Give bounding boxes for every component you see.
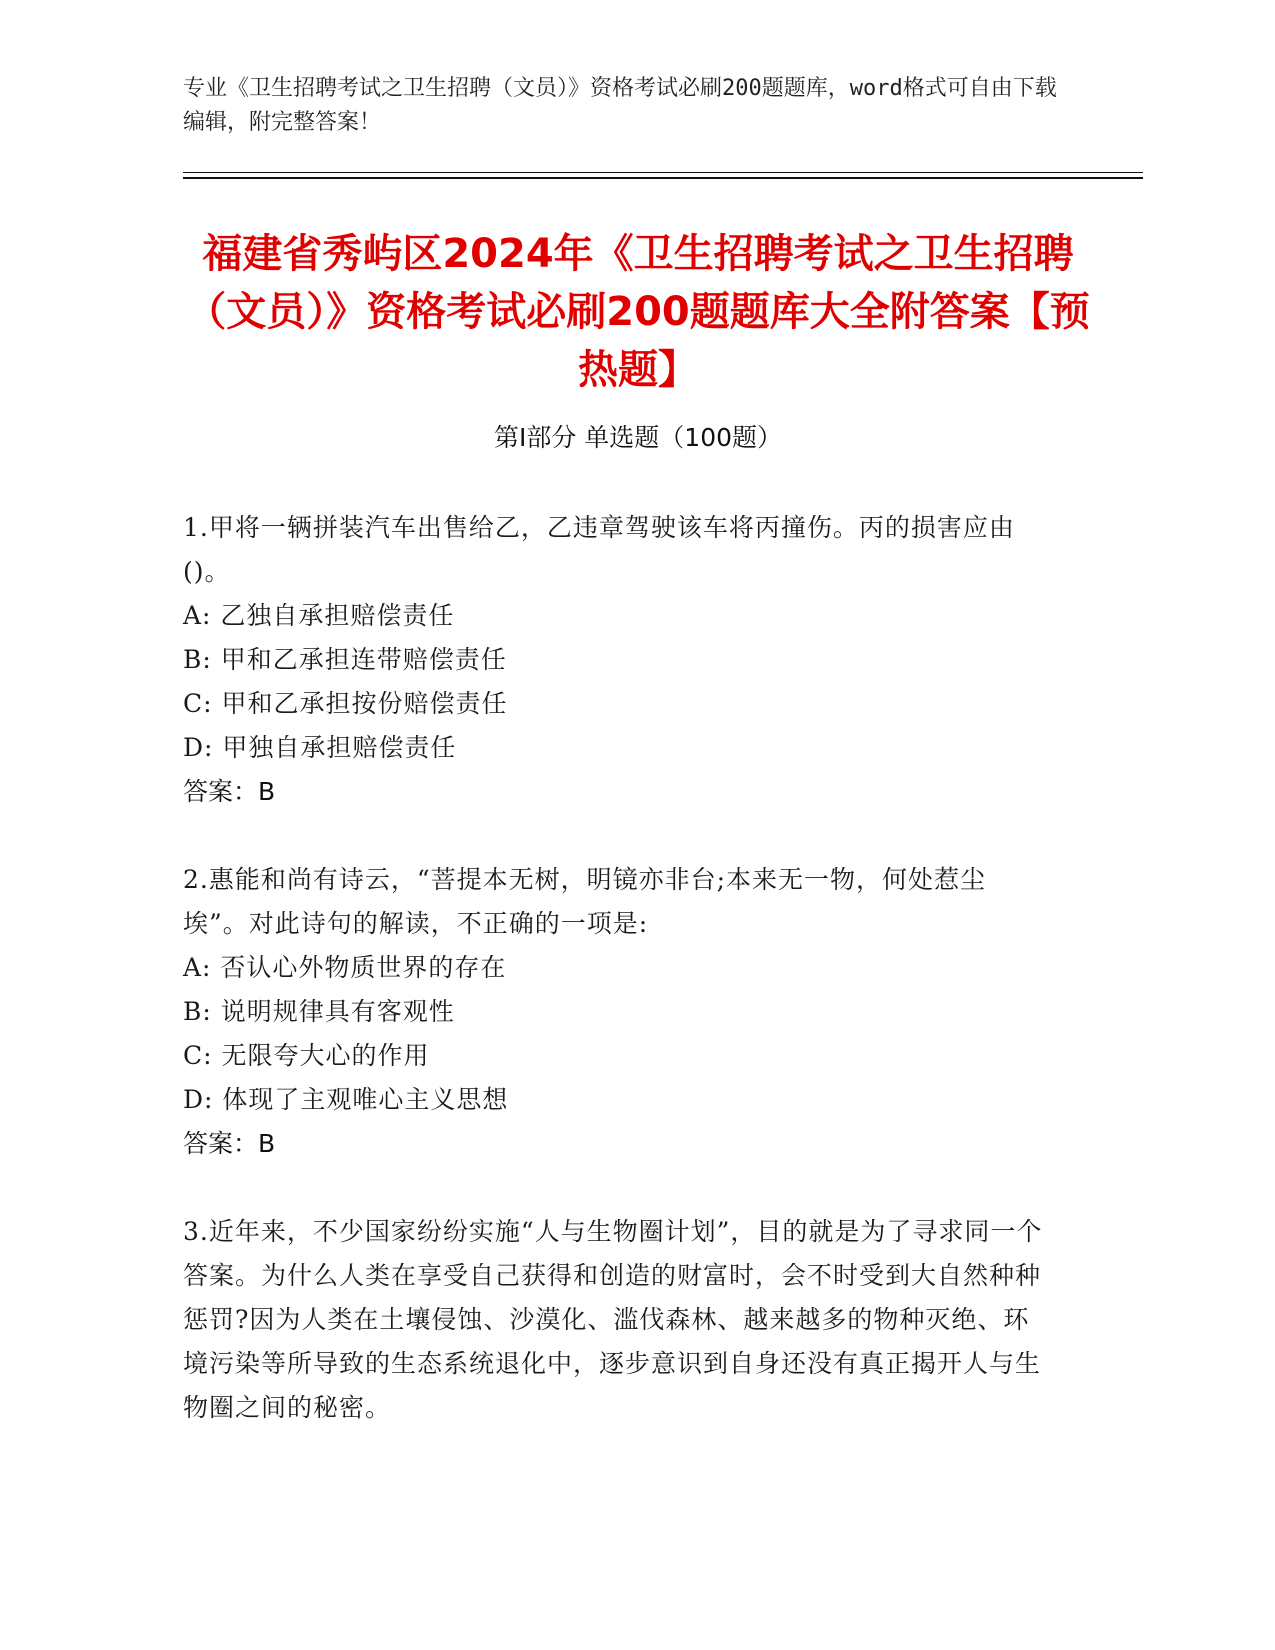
question-stem: 2.惠能和尚有诗云，“菩提本无树，明镜亦非台;本来无一物，何处惹尘埃”。对此诗句的解读，不正确的一项是:: [183, 865, 987, 938]
option-a: A: 否认心外物质世界的存在: [183, 953, 507, 982]
option-b: B: 说明规律具有客观性: [183, 997, 455, 1026]
option-c: C: 甲和乙承担按份赔偿责任: [183, 689, 508, 718]
answer-line: 答案：B: [183, 1129, 276, 1158]
option-d: D: 体现了主观唯心主义思想: [183, 1085, 509, 1114]
question-list: [183, 506, 1043, 1474]
question-stem: 1.甲将一辆拼装汽车出售给乙，乙违章驾驶该车将丙撞伤。丙的损害应由()。: [183, 513, 1015, 586]
document-title: 福建省秀屿区2024年《卫生招聘考试之卫生招聘（文员）》资格考试必刷200题题库大全附答案【预热题】: [186, 231, 1090, 393]
header-rule-thick: [183, 177, 1143, 179]
option-c: C: 无限夸大心的作用: [183, 1041, 430, 1070]
header-note: 专业《卫生招聘考试之卫生招聘（文员）》资格考试必刷200题题库，word格式可自由下载编辑，附完整答案！: [183, 76, 1057, 135]
question-3: [183, 1210, 1043, 1430]
question-2: [183, 858, 1043, 1166]
question-1: [183, 506, 1043, 814]
section-title: 第I部分 单选题（100题）: [493, 423, 783, 452]
header-rule-thin: [183, 172, 1143, 173]
question-stem: 3.近年来，不少国家纷纷实施“人与生物圈计划”，目的就是为了寻求同一个答案。为什么人类在享受自己获得和创造的财富时，会不时受到大自然种种惩罚?因为人类在土壤侵蚀、沙漠化、滥伐森林、越来越多的物种灭绝、环境污染等所导致的生态系统退化中，逐步意识到自身还没有真正揭开人与生物圈之间的秘密。: [183, 1217, 1043, 1422]
option-b: B: 甲和乙承担连带赔偿责任: [183, 645, 507, 674]
option-d: D: 甲独自承担赔偿责任: [183, 733, 457, 762]
answer-line: 答案：B: [183, 777, 276, 806]
option-a: A: 乙独自承担赔偿责任: [183, 601, 455, 630]
